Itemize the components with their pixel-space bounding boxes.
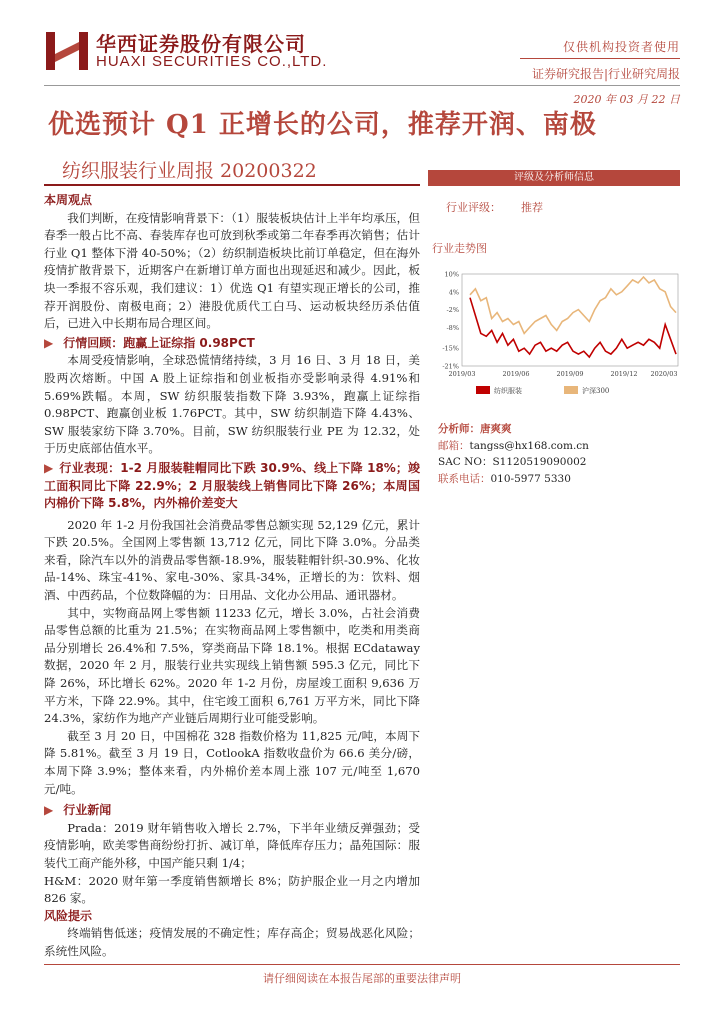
- section-title-risk: 风险提示: [44, 908, 93, 923]
- rating-value: 推荐: [521, 201, 543, 214]
- triangle-bullet-icon: ▶: [44, 460, 54, 475]
- divider: [44, 85, 680, 86]
- report-subtitle: 纺织服装行业周报 20200322: [62, 160, 317, 182]
- audience-note: 仅供机构投资者使用: [562, 40, 680, 54]
- phone-value: 010-5977 5330: [490, 472, 571, 485]
- main-content: [44, 192, 420, 961]
- company-name-cn: 华西证券股份有限公司: [96, 32, 306, 56]
- analyst-label: 分析师：: [438, 423, 480, 435]
- sidebar-box-title: 评级及分析师信息: [428, 170, 680, 186]
- section-perf: [44, 460, 420, 513]
- risk-paragraph: 终端销售低迷；疫情发展的不确定性；库存高企；贸易战恶化风险；系统性风险。: [44, 926, 420, 958]
- y-tick-label: -8%: [446, 323, 459, 332]
- company-name-en: HUAXI SECURITIES CO.,LTD.: [96, 53, 328, 70]
- legend-label-csi300: 沪深300: [582, 387, 610, 395]
- email-value[interactable]: tangss@hx168.com.cn: [469, 439, 589, 452]
- section-news: [44, 802, 420, 820]
- legend-label-textile: 纺织服装: [494, 387, 522, 395]
- view-paragraph: 我们判断，在疫情影响背景下：（1）服装板块估计上半年均承压，但春季一般占比不高、春装库存也可放到秋季或第二年春季再次销售；估计行业 Q1 整体下滑 40-50%；（2）纺织制造板块比前订单稳定，但在海外疫情扩散背景下，近期客户在新增订单方面也出现延迟和减少。因此，板块一季报不容乐观，我们建议：1）优选 Q1 有望实现正增长的公司，推荐开润股份、南极电商；2）港股优质代工白马、运动板块经历杀估值后，已进入中长期布局合理区间。: [44, 210, 420, 331]
- rating-row: [446, 199, 543, 215]
- footer-disclaimer: 请仔细阅读在本报告尾部的重要法律声明: [263, 972, 461, 985]
- divider: [520, 58, 680, 59]
- sac-label: SAC NO：: [438, 456, 493, 468]
- perf-paragraph-2: 其中，实物商品网上零售额 11233 亿元，增长 3.0%，占社会消费品零售总额的比重为 21.5%；在实物商品网上零售额中，吃类和用类商品分别增长 26.4%和 7.5%，穿类商品下降 18.1%。根据 ECdataway 数据，2020 年 2 月，服装行业共实现线上销售额 595.3 亿元，同比下降 26%，环比增长 62%。2020 年 1-2 月份，房屋竣工面积 9,636 万平方米，下降 22.9%。其中，住宅竣工面积 6,761 万平方米，同比下降 24.3%，家纺作为地产产业链后周期行业可能受影响。: [44, 605, 420, 726]
- divider: [44, 964, 680, 965]
- x-tick-label: 2019/09: [556, 370, 584, 378]
- legend-swatch-csi300: [564, 386, 578, 394]
- report-date: 2020 年 03 月 22 日: [573, 93, 680, 106]
- news-paragraph-2: H&M：2020 财年第一季度销售额增长 8%；防护服企业一月之内增加 826 家。: [44, 873, 420, 906]
- x-tick-label: 2019/03: [448, 370, 476, 378]
- rating-label: 行业评级：: [446, 201, 501, 214]
- legend-swatch-textile: [476, 386, 490, 394]
- trend-chart-label: 行业走势图: [432, 242, 487, 255]
- section-title-market: 行情回顾：跑赢上证综指 0.98PCT: [63, 335, 255, 350]
- email-label: 邮箱：: [438, 439, 470, 452]
- y-tick-label: 10%: [444, 270, 459, 279]
- sac-value: S1120519090002: [492, 456, 587, 468]
- y-tick-label: -2%: [446, 306, 459, 315]
- trend-chart: [428, 268, 684, 400]
- phone-label: 联系电话：: [438, 472, 491, 485]
- page-title: 优选预计 Q1 正增长的公司，推荐开润、南极: [48, 110, 597, 140]
- perf-paragraph-1: 2020 年 1-2 月份我国社会消费品零售总额实现 52,129 亿元，累计下跌 20.5%。全国网上零售额 13,712 亿元，同比下降 3.0%。分品类来看，除汽车以外的消费品零售额-18.9%，服装鞋帽针织-30.9%、化妆品-14%、珠宝-41%、家电-30%、家具-34%，正增长的为：饮料、烟酒、中西药品，个位数降幅的为：日用品、文化办公用品、通讯器材。: [44, 517, 420, 603]
- section-market: [44, 335, 420, 353]
- x-tick-label: 2019/12: [610, 370, 638, 378]
- section-title-perf: 行业表现：1-2 月服装鞋帽同比下跌 30.9%、线上下降 18%；竣工面积同比下降 22.9%；2 月服装线上销售同比下降 26%；本周国内棉价下降 5.8%，内外棉价差变大: [44, 460, 420, 511]
- y-tick-label: -15%: [442, 344, 459, 353]
- series-line-textile: [470, 298, 676, 357]
- market-paragraph: 本周受疫情影响，全球恐慌情绪持续，3 月 16 日、3 月 18 日，美股两次熔断。中国 A 股上证综指和创业板指亦受影响录得 4.91%和 5.69%跌幅。本周，SW 纺织服装指数下降 3.93%，跑赢上证综指 0.98PCT、跑赢创业板 1.76PCT。其中，SW 纺织制造下降 4.43%、SW 服装家纺下降 3.70%。目前，SW 纺织服装行业 PE 为 12.32，处于历史底部估值水平。: [44, 353, 420, 456]
- triangle-bullet-icon: ▶: [44, 335, 54, 350]
- x-tick-label: 2020/03: [650, 370, 678, 378]
- y-tick-label: -21%: [442, 362, 459, 371]
- report-type: 证券研究报告|行业研究周报: [531, 67, 680, 81]
- x-tick-label: 2019/06: [502, 370, 530, 378]
- analyst-name: 唐爽爽: [480, 423, 512, 435]
- news-paragraph-1: Prada：2019 财年销售收入增长 2.7%，下半年业绩反弹强劲；受疫情影响，欧美零售商纷纷打折、减订单，降低库存压力；晶苑国际：服装代工商产能外移，中国产能只剩 1/4；: [44, 820, 420, 870]
- perf-paragraph-3: 截至 3 月 20 日，中国棉花 328 指数价格为 11,825 元/吨，本周下降 5.81%。截至 3 月 19 日，CotlookA 指数收盘价为 66.6 美分/磅，本周下降 3.9%；整体来看，内外棉价差本周上涨 107 元/吨至 1,670 元/吨。: [44, 728, 420, 796]
- analyst-info: [438, 421, 589, 487]
- plot-frame: [462, 274, 678, 366]
- section-title-view: 本周观点: [44, 193, 93, 207]
- divider: [44, 184, 420, 186]
- section-title-news: 行业新闻: [63, 803, 112, 818]
- triangle-bullet-icon: ▶: [44, 803, 54, 818]
- company-logo: [44, 28, 90, 72]
- series-line-csi300: [470, 277, 676, 333]
- y-tick-label: 4%: [448, 288, 459, 297]
